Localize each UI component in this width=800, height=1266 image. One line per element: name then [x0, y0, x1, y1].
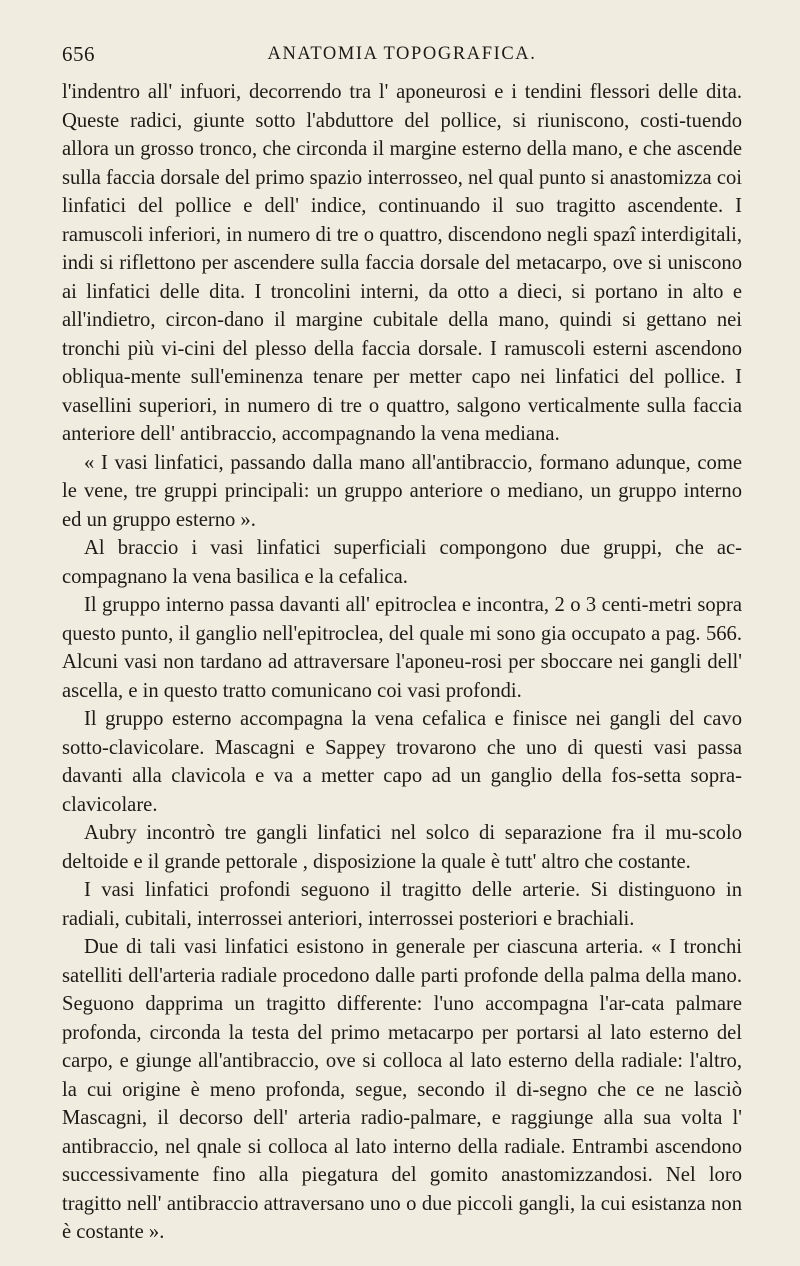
- body-text: [62, 78, 742, 1247]
- running-head: [62, 42, 742, 78]
- paragraph: Il gruppo interno passa davanti all' epitroclea e incontra, 2 o 3 centi-metri sopra questo punto, il ganglio nell'epitroclea, del quale mi sono gia occupato a pag. 566. Alcuni vasi non tardano ad attraversare l'aponeu-rosi per sboccare nei gangli dell' ascella, e in questo tratto comunicano coi vasi profondi.: [62, 594, 742, 702]
- page-number: 656: [62, 42, 95, 66]
- paragraph: Due di tali vasi linfatici esistono in generale per ciascuna arteria. « I tronchi satelliti dell'arteria radiale procedono dalle parti profonde della palma della mano. Seguono dapprima un tragitto differente: l'uno accompagna l'ar-cata palmare profonda, circonda la testa del primo metacarpo per portarsi al lato esterno del carpo, e giunge all'antibraccio, ove si colloca al lato esterno della radiale: l'altro, la cui origine è meno profonda, segue, secondo il di-segno che ce ne lasciò Mascagni, il decorso dell' arteria radio-palmare, e raggiunge alla sua volta l' antibraccio, nel qnale si colloca al lato interno della radiale. Entrambi ascendono successivamente fino alla piegatura del gomito anastomizzandosi. Nel loro tragitto nell' antibraccio attraversano uno o due piccoli gangli, la cui esistanza non è costante ».: [62, 936, 742, 1243]
- paragraph: Aubry incontrò tre gangli linfatici nel solco di separazione fra il mu-scolo deltoide e il grande pettorale , disposizione la quale è tutt' altro che costante.: [62, 822, 742, 873]
- running-title: ANATOMIA TOPOGRAFICA.: [267, 44, 537, 64]
- paragraph: Al braccio i vasi linfatici superficiali compongono due gruppi, che ac-compagnano la vena basilica e la cefalica.: [62, 537, 742, 588]
- paragraph: I vasi linfatici profondi seguono il tragitto delle arterie. Si distinguono in radiali, cubitali, interrossei anteriori, interrossei posteriori e brachiali.: [62, 879, 742, 930]
- paragraph: « I vasi linfatici, passando dalla mano all'antibraccio, formano adunque, come le vene, tre gruppi principali: un gruppo anteriore o mediano, un gruppo interno ed un gruppo esterno ».: [62, 451, 742, 531]
- paragraph-continuation: l'indentro all' infuori, decorrendo tra l' aponeurosi e i tendini flessori delle dita. Queste radici, giunte sotto l'abduttore del pollice, si riuniscono, costi-tuendo allora un grosso tronco, che circonda il margine esterno della mano, e che ascende sulla faccia dorsale del primo spazio interrosseo, nel qual punto si anastomizza coi linfatici del pollice e dell' indice, continuando il suo tragitto ascendente. I ramuscoli inferiori, in numero di tre o quattro, discendono negli spazî interdigitali, indi si riflettono per ascendere sulla faccia dorsale del metacarpo, ove si uniscono ai linfatici delle dita. I troncolini interni, da otto a dieci, si portano in alto e all'indietro, circon-dano il margine cubitale della mano, quindi si gettano nei tronchi più vi-cini del plesso della faccia dorsale. I ramuscoli esterni ascendono obliqua-mente sull'eminenza tenare per metter capo nei linfatici del pollice. I vasellini superiori, in numero di tre o quattro, salgono verticalmente sulla faccia anteriore dell' antibraccio, accompagnando la vena mediana.: [62, 81, 742, 445]
- paragraph: Il gruppo esterno accompagna la vena cefalica e finisce nei gangli del cavo sotto-clavicolare. Mascagni e Sappey trovarono che uno di questi vasi passa davanti alla clavicola e va a metter capo ad un ganglio della fos-setta sopra-clavicolare.: [62, 708, 742, 816]
